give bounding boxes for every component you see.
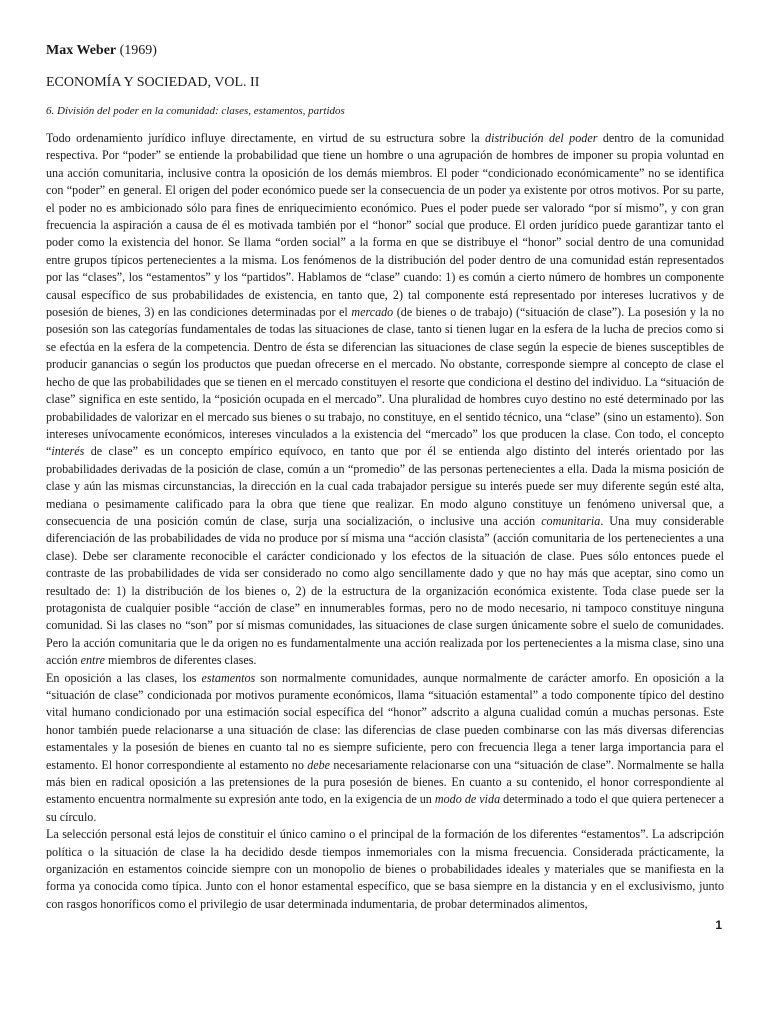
- paragraph: La selección personal está lejos de constituir el único camino o el principal de la formación de los diferentes “estamentos”. La adscripción política o la situación de clase la ha decidido desde tiempos inmemoriales con la misma frecuencia. Considerada prácticamente, la organización en estamentos coincide siempre con un monopolio de bienes o probabilidades ideales y materiales que se manifiesta en la forma ya conocida como típica. Junto con el honor estamental específico, que se basa siempre en la distancia y en el exclusivismo, junto con rasgos honoríficos como el privilegio de usar determinada indumentaria, de probar determinados alimentos,: [46, 827, 724, 911]
- italic-term: distribución del poder: [485, 131, 598, 145]
- document-page: [46, 42, 724, 913]
- italic-term: mercado: [351, 305, 394, 320]
- author-name: Max Weber: [46, 43, 117, 58]
- book-title: ECONOMÍA Y SOCIEDAD, VOL. II: [46, 75, 260, 90]
- publication-year: (1969): [119, 43, 157, 58]
- paragraph: En oposición a las clases, los estamentos son normalmente comunidades, aunque normalmente de carácter amorfo. En oposición a la “situación de clase” condicionada por motivos puramente económicos, llama “situación estamental” a todo componente típico del destino vital humano condicionado por una estimación social específica del “honor” adscrito a alguna cualidad común a muchas personas. Este honor también puede relacionarse a una situación de clase: las diferencias de clase pueden combinarse con las más diversas diferencias estamentales y la posesión de bienes en cuanto tal no es siempre suficiente, pero con frecuencia llega a tener larga importancia para el estamento. El honor correspondiente al estamento no debe necesariamente relacionarse con una “situación de clase”. Normalmente se halla más bien en radical oposición a las pretensiones de la pura posesión de bienes. En cuanto a su contenido, el honor correspondiente al estamento encuentra normalmente su expresión ante todo, en la exigencia de un modo de vida determinado a todo el que quiera pertenecer a su círculo.: [46, 670, 725, 824]
- italic-term: estamentos: [201, 670, 256, 685]
- author-line: [46, 42, 724, 60]
- italic-term: modo de vida: [434, 792, 501, 807]
- page-number: 1: [715, 918, 722, 932]
- body-text: [46, 130, 724, 913]
- section-title: 6. División del poder en la comunidad: clases, estamentos, partidos: [46, 105, 345, 117]
- italic-term: debe: [307, 757, 331, 772]
- paragraph: Todo ordenamiento jurídico influye directamente, en virtud de su estructura sobre la distribución del poder dentro de la comunidad respectiva. Por “poder” se entiende la probabilidad que tiene un hombre o una agrupación de hombres de imponer su propia voluntad en una acción comunitaria, inclusive contra la oposición de los demás miembros. El poder “condicionado económicamente” no se identifica con “poder” en general. El origen del poder económico puede ser la consecuencia de un poder ya existente por otros motivos. Por su parte, el poder no es ambicionado sólo para fines de enriquecimiento económico. Pues el poder puede ser valorado “por sí mismo”, y con gran frecuencia la aspiración a causa de él es motivada también por el “honor” social que produce. El orden jurídico puede garantizar tanto el poder como la existencia del honor. Se llama “orden social” a la forma en que se distribuye el “honor” social dentro de una comunidad entre grupos típicos pertenecientes a la misma. Los fenómenos de la distribución del poder dentro de una comunidad están representados por las “clases”, los “estamentos” y los “partidos”. Hablamos de “clase” cuando: 1) es común a cierto número de hombres un componente causal específico de sus probabilidades de existencia, en tanto que, 2) tal componente está representado por intereses lucrativos y de posesión de bienes, 3) en las condiciones determinadas por el mercado (de bienes o de trabajo) (“situación de clase”). La posesión y la no posesión son las categorías fundamentales de todas las situaciones de clase, tanto si tienen lugar en la esfera de la lucha de precios como si se efectúa en la esfera de la competencia. Dentro de ésta se diferencian las situaciones de clase según la especie de bienes susceptibles de producir ganancias o según los productos que puedan ofrecerse en el mercado. No obstante, corresponde siempre al concepto de clase el hecho de que las probabilidades que se tienen en el mercado constituyen el resorte que condiciona el destino del individuo. La “situación de clase” significa en este sentido, la “posición ocupada en el mercado”. Una pluralidad de hombres cuyo destino no esté determinado por las probabilidades de valorizar en el mercado sus bienes o su trabajo, no constituye, en el sentido técnico, una “clase” (sino un estamento). Son intereses unívocamente económicos, intereses vinculados a la existencia del “mercado” los que producen la clase. Con todo, el concepto “interés de clase” es un concepto empírico equívoco, en tanto que por él se entienda algo distinto del interés orientado por las probabilidades derivadas de la posición de clase, común a un “promedio” de las personas pertenecientes a ella. Dada la misma posición de clase y aún las mismas circunstancias, la dirección en la cual cada trabajador persigue su interés puede ser muy diferente según esté alta, mediana o pesimamente calificado para la obra que tiene que realizar. En modo alguno constituye un fenómeno universal que, a consecuencia de una posición común de clase, surja una socialización, o inclusive una acción comunitaria. Una muy considerable diferenciación de las probabilidades de vida no produce por sí misma una “acción clasista” (acción comunitaria de los pertenecientes a una clase). Debe ser claramente reconocible el carácter condicionado y los efectos de la situación de clase. Pues sólo entonces puede el contraste de las probabilidades de vida ser considerado no como algo sencillamente dado y que no hay más que aceptar, sino como un resultado de: 1) la distribución de los bienes o, 2) de la estructura de la organización económica existente. Toda clase puede ser la protagonista de cualquier posible “acción de clase” en innumerables formas, pero no de modo necesario, ni tampoco constituye ninguna comunidad. Si las clases no “son” por sí mismas comunidades, las situaciones de clase surgen únicamente sobre el suelo de comunidades. Pero la acción comunitaria que le da origen no es fundamentalmente una acción realizada por los pertenecientes a la misma clase, sino una acción entre miembros de diferentes clases.: [46, 131, 724, 668]
- italic-term: interés: [51, 444, 85, 459]
- italic-term: entre: [80, 653, 105, 668]
- italic-term: comunitaria: [541, 513, 601, 528]
